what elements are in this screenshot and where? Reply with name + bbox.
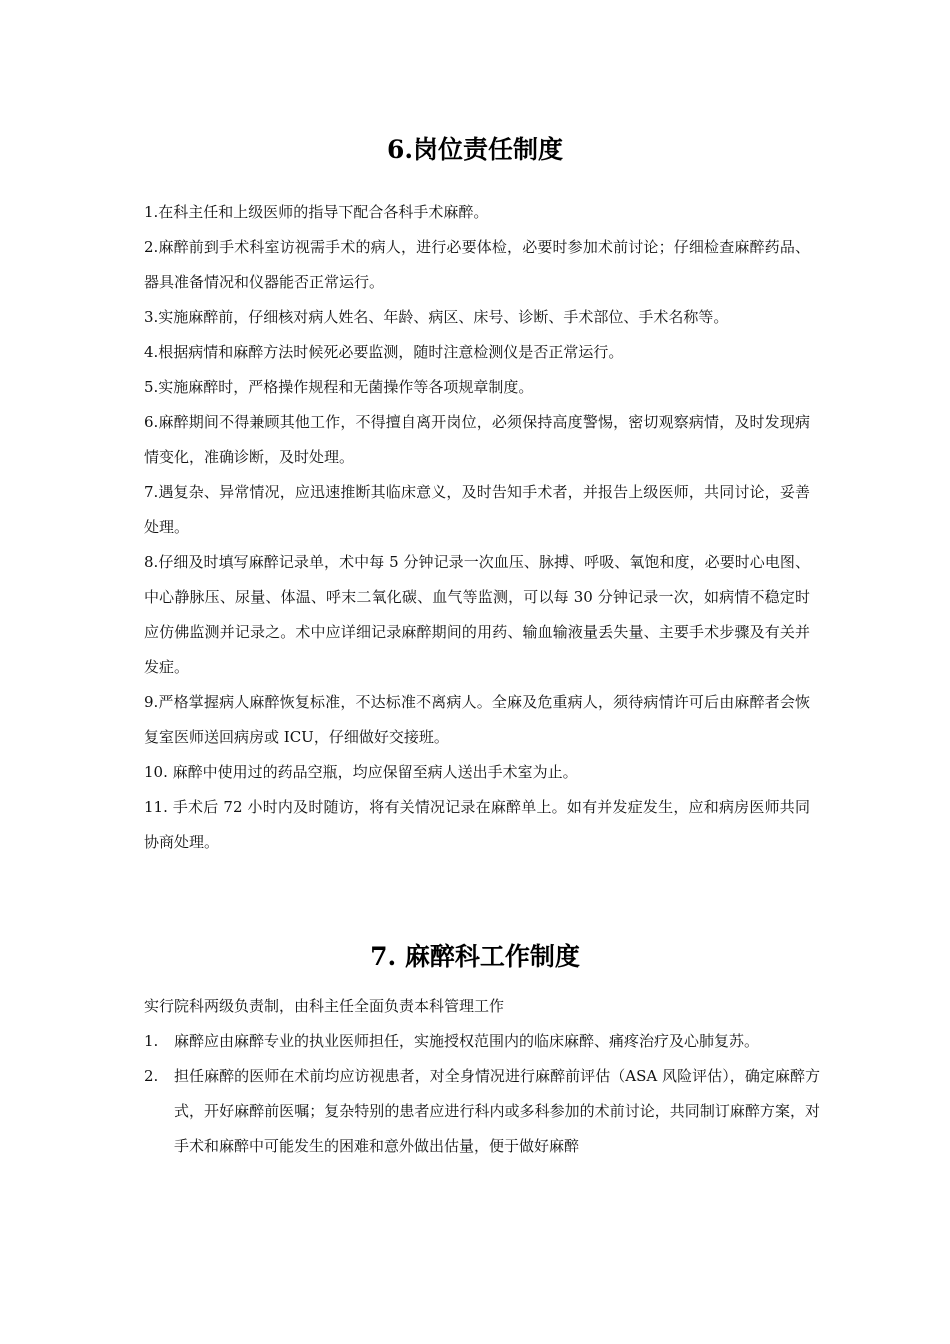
list-item: 6.麻醉期间不得兼顾其他工作，不得擅自离开岗位，必须保持高度警惕，密切观察病情，及时发现病情变化，准确诊断，及时处理。 (144, 413, 810, 466)
list-item: 5.实施麻醉时，严格操作规程和无菌操作等各项规章制度。 (144, 378, 534, 396)
list-item (144, 1059, 820, 1164)
list-item: 7.遇复杂、异常情况，应迅速推断其临床意义，及时告知手术者，并报告上级医师，共同讨论，妥善处理。 (144, 483, 810, 536)
list-item: 2.麻醉前到手术科室访视需手术的病人，进行必要体检，必要时参加术前讨论；仔细检查麻醉药品、器具准备情况和仪器能否正常运行。 (144, 238, 810, 291)
list-item-text: 担任麻醉的医师在术前均应访视患者，对全身情况进行麻醉前评估（ASA 风险评估），确定麻醉方式，开好麻醉前医嘱；复杂特别的患者应进行科内或多科参加的术前讨论，共同制订麻醉方案，对手术和麻醉中可能发生的困难和意外做出估量，便于做好麻醉 (174, 1067, 820, 1155)
list-item: 3.实施麻醉前，仔细核对病人姓名、年龄、病区、床号、诊断、手术部位、手术名称等。 (144, 308, 729, 326)
responsibility-list (144, 195, 810, 860)
list-number: 1. (144, 1032, 159, 1050)
list-item: 9.严格掌握病人麻醉恢复标准，不达标准不离病人。全麻及危重病人，须待病情许可后由麻醉者会恢复室医师送回病房或 ICU，仔细做好交接班。 (144, 693, 810, 746)
list-item: 10. 麻醉中使用过的药品空瓶，均应保留至病人送出手术室为止。 (144, 763, 578, 781)
list-item (144, 1024, 820, 1059)
section-intro: 实行院科两级负责制，由科主任全面负责本科管理工作 (144, 997, 505, 1015)
section-title-work-rules: 7. 麻醉科工作制度 (370, 942, 580, 971)
list-item: 11. 手术后 72 小时内及时随访，将有关情况记录在麻醉单上。如有并发症发生，应和病房医师共同协商处理。 (144, 798, 810, 851)
list-item: 4.根据病情和麻醉方法时候死必要监测，随时注意检测仪是否正常运行。 (144, 343, 624, 361)
list-item: 1.在科主任和上级医师的指导下配合各科手术麻醉。 (144, 203, 489, 221)
work-rules-list (144, 1024, 820, 1164)
list-item-text: 麻醉应由麻醉专业的执业医师担任，实施授权范围内的临床麻醉、痛疼治疗及心肺复苏。 (174, 1032, 760, 1050)
list-item: 8.仔细及时填写麻醉记录单，术中每 5 分钟记录一次血压、脉搏、呼吸、氧饱和度，必要时心电图、中心静脉压、尿量、体温、呼末二氧化碳、血气等监测，可以每 30 分钟记录一次，如病情不稳定时应仿佛监测并记录之。术中应详细记录麻醉期间的用药、输血输液量丢失量、主要手术步骤及有关并发症。 (144, 553, 810, 676)
list-number: 2. (144, 1067, 159, 1085)
section-title-responsibility: 6.岗位责任制度 (386, 135, 564, 164)
